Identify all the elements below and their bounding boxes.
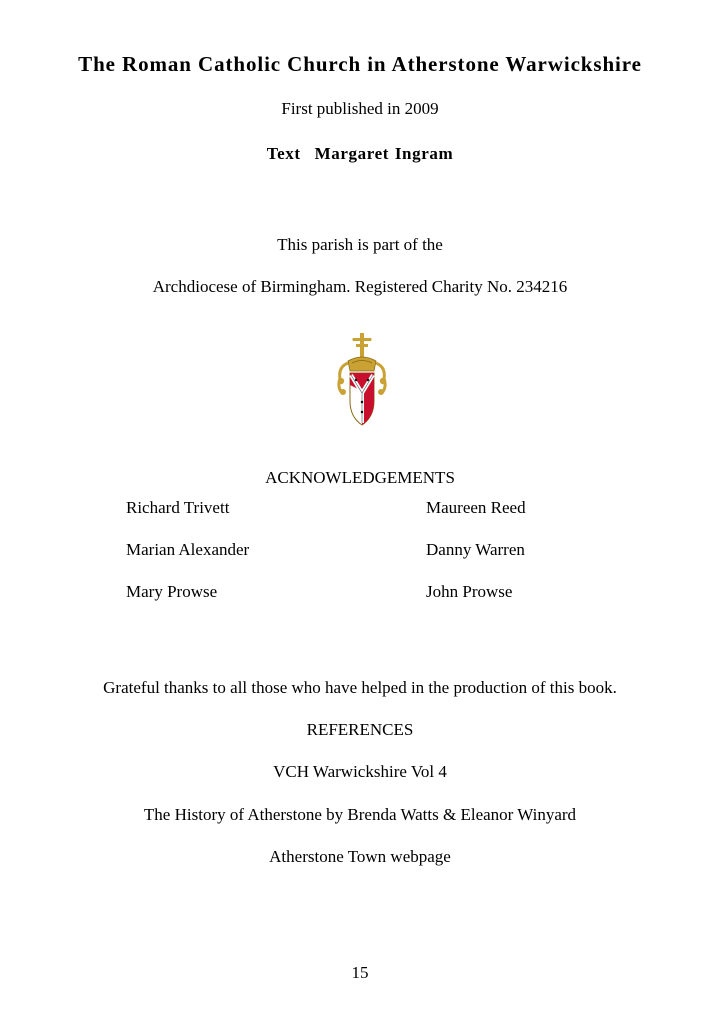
parish-line: This parish is part of the <box>277 235 443 254</box>
archdiocese-line: Archdiocese of Birmingham. Registered Charity No. 234216 <box>152 277 568 296</box>
publication-date: First published in 2009 <box>281 99 439 118</box>
author-label: Text <box>266 144 301 163</box>
reference-item: The History of Atherstone by Brenda Watts & Eleanor Winyard <box>143 805 577 824</box>
acknowledgement-name: Danny Warren <box>426 540 525 559</box>
archdiocese-crest-icon <box>334 333 390 428</box>
reference-item: VCH Warwickshire Vol 4 <box>273 762 447 781</box>
acknowledgements-heading: ACKNOWLEDGEMENTS <box>265 468 455 487</box>
page-number: 15 <box>351 963 369 982</box>
acknowledgement-name: Richard Trivett <box>126 498 230 517</box>
thanks-line: Grateful thanks to all those who have helped in the production of this book. <box>103 678 617 697</box>
acknowledgement-name: John Prowse <box>426 582 513 601</box>
acknowledgement-name: Marian Alexander <box>126 540 250 559</box>
document-title: The Roman Catholic Church in Atherstone Warwickshire <box>78 52 642 76</box>
reference-item: Atherstone Town webpage <box>269 847 451 866</box>
acknowledgement-name: Mary Prowse <box>126 582 218 601</box>
author-name: Margaret Ingram <box>314 144 454 163</box>
author-credit <box>0 144 720 164</box>
acknowledgement-name: Maureen Reed <box>426 498 526 517</box>
references-heading: REFERENCES <box>306 720 414 739</box>
